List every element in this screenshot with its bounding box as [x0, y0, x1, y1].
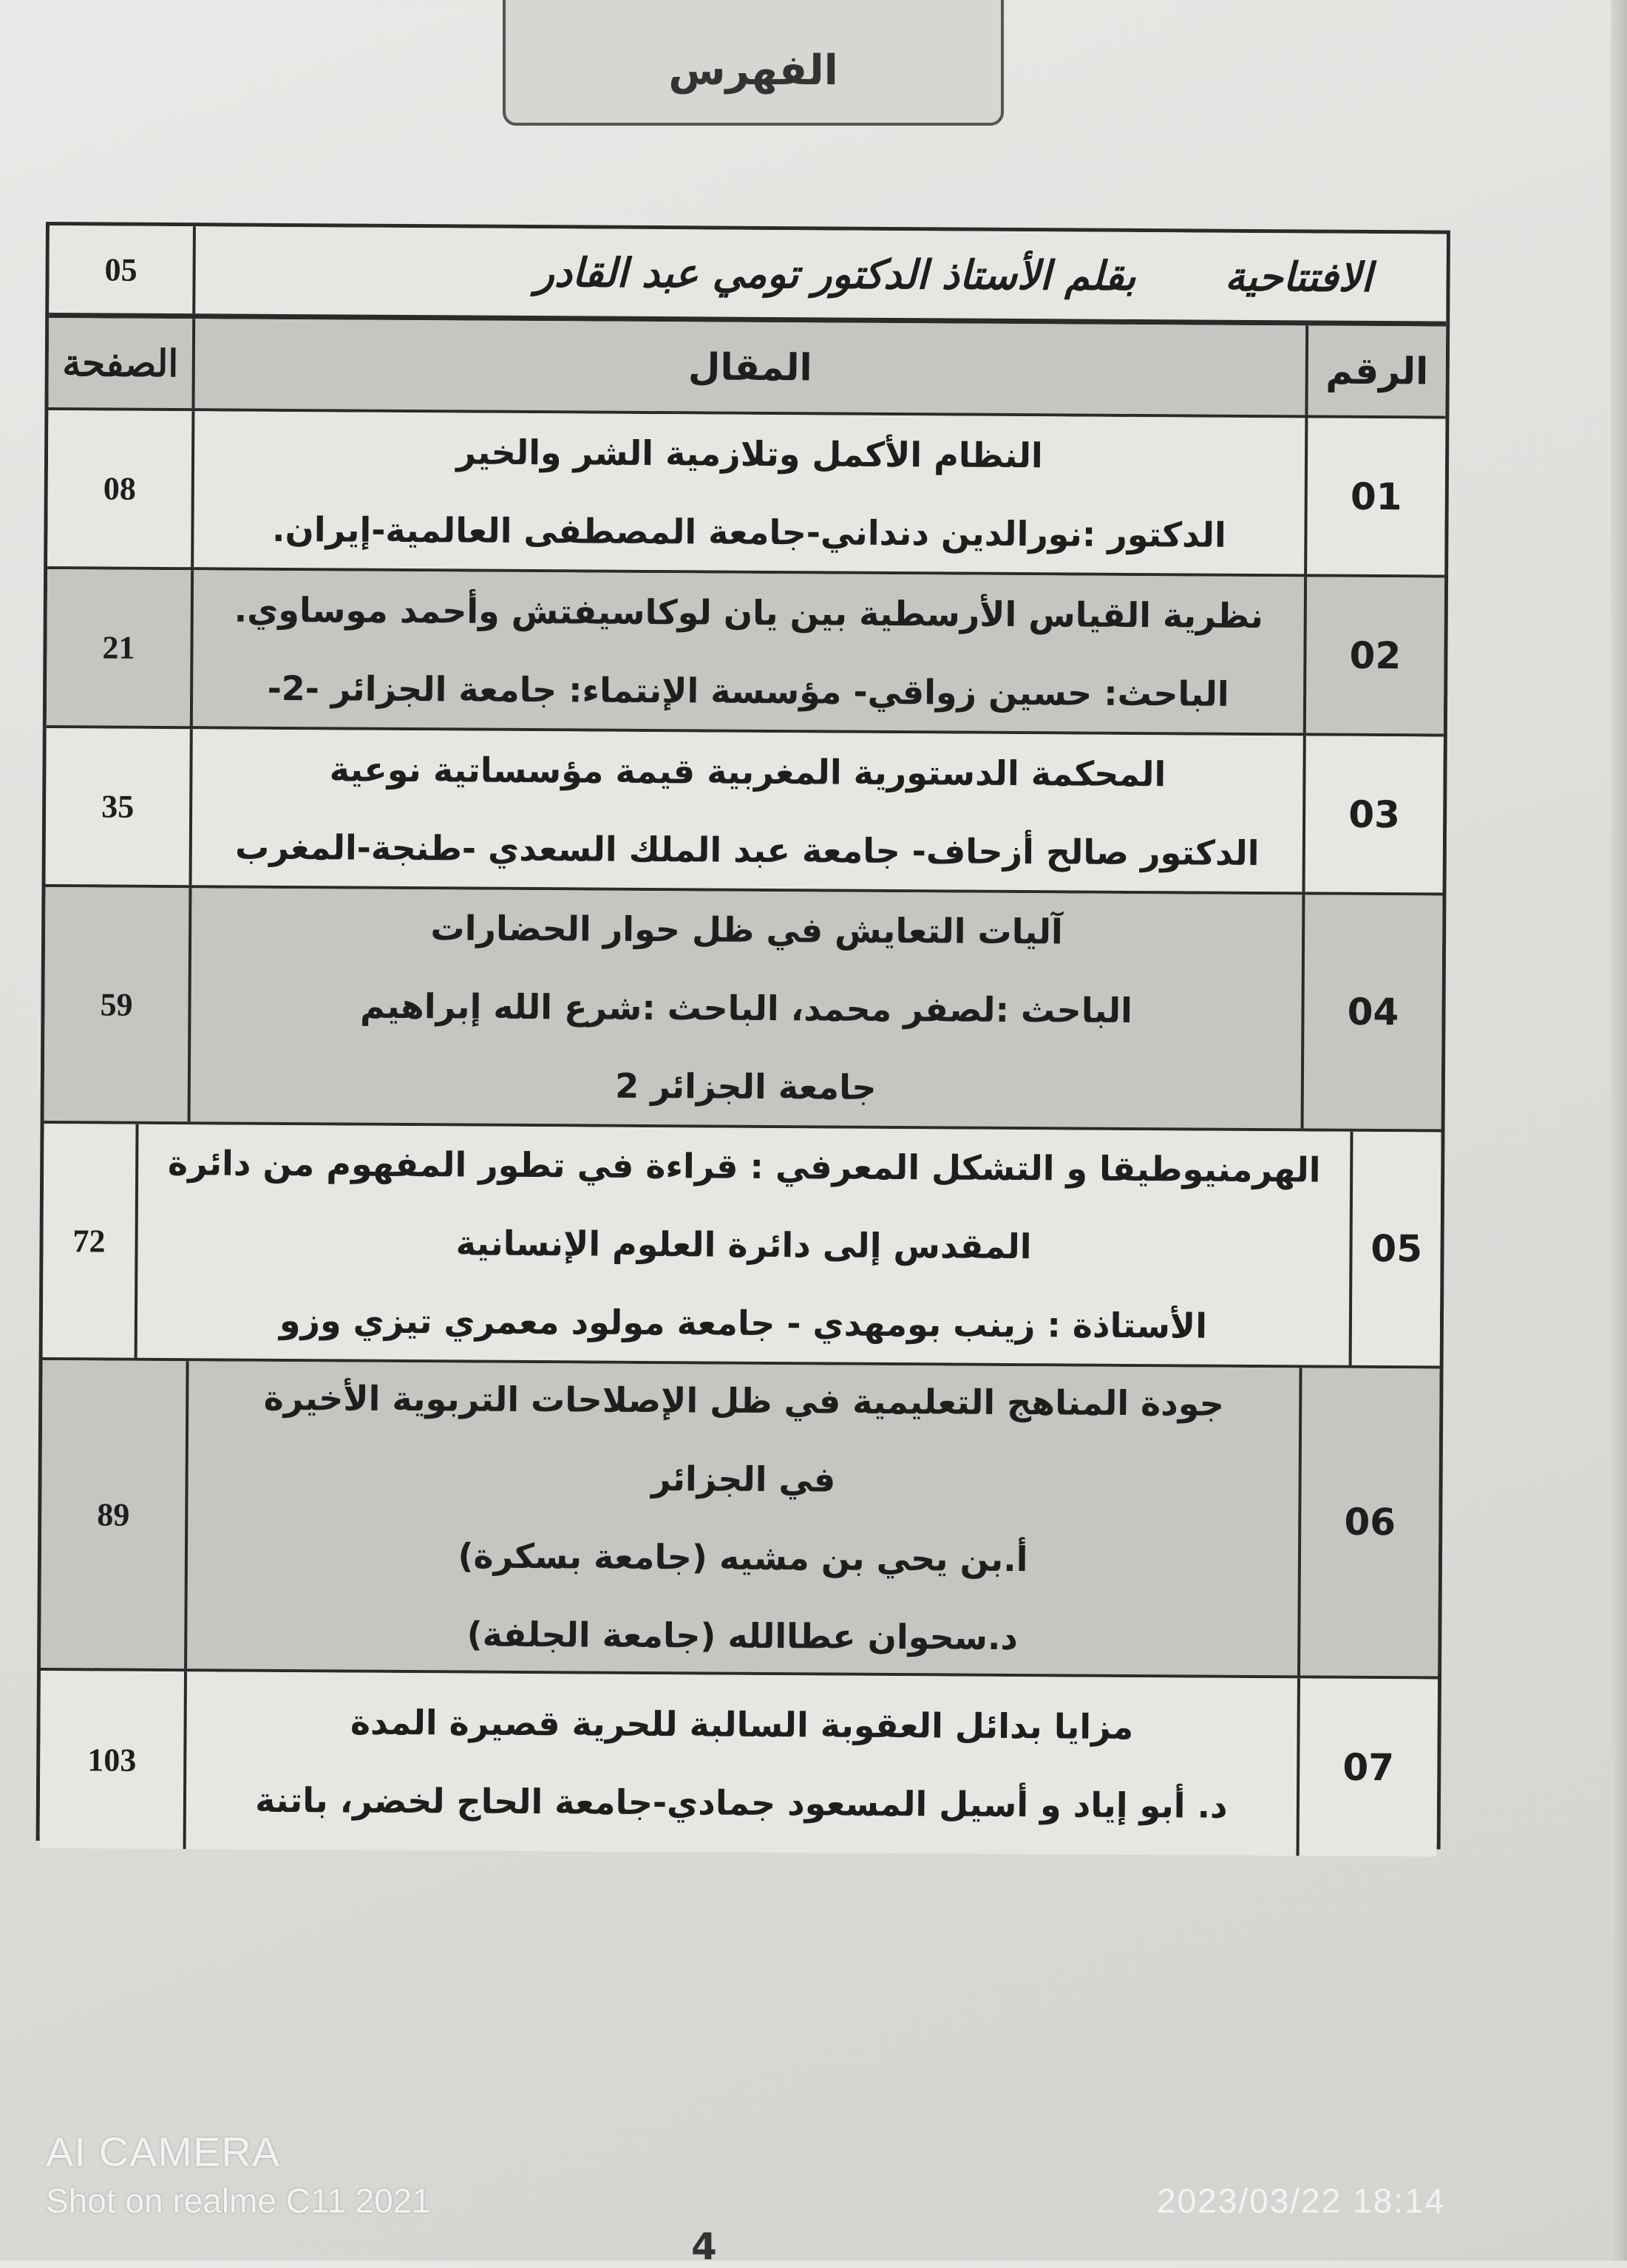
entry-article: [186, 1671, 1297, 1856]
table-row: [46, 728, 1444, 896]
entry-page: 72: [43, 1124, 139, 1358]
entry-article-line: آليات التعايش في ظل حوار الحضارات: [430, 908, 1063, 952]
entry-article-line: الدكتور صالح أزحاف- جامعة عبد الملك السعدي -طنجة-المغرب: [234, 826, 1260, 873]
column-number-header: الرقم: [1305, 325, 1446, 415]
entry-article: [193, 570, 1304, 733]
entry-page: 21: [47, 569, 194, 726]
table-row: [40, 1671, 1438, 1857]
entry-article-line: في الجزائر: [651, 1459, 836, 1500]
entry-page: 89: [41, 1360, 189, 1668]
entry-article-line: مزايا بدائل العقوبة السالبة للحرية قصيرة المدة: [350, 1702, 1134, 1748]
entry-number: 03: [1302, 736, 1443, 892]
entry-article-line: الدكتور :نورالدين دنداني-جامعة المصطفى العالمية-إيران.: [271, 509, 1226, 555]
entry-article-line: الباحث :لصفر محمد، الباحث :شرع الله إبراهيم: [359, 985, 1133, 1031]
entry-article-line: جودة المناهج التعليمية في ظل الإصلاحات التربوية الأخيرة: [263, 1377, 1225, 1424]
page-number: 4: [691, 2225, 717, 2268]
entry-page: 08: [47, 410, 194, 567]
entry-article-line: جامعة الجزائر 2: [615, 1065, 877, 1107]
entry-article: [191, 888, 1302, 1128]
camera-watermark-datetime: 2023/03/22 18:14: [1157, 2182, 1446, 2220]
table-row: [41, 1360, 1440, 1680]
entry-page: 35: [46, 728, 193, 885]
entry-number: 07: [1297, 1678, 1438, 1856]
entry-article-line: د. أبو إياد و أسيل المسعود جمادي-جامعة الحاج لخضر، باتنة: [255, 1779, 1228, 1826]
table-row: [44, 887, 1443, 1133]
table-of-contents: [36, 222, 1450, 1850]
table-row: [43, 1124, 1441, 1369]
camera-watermark-brand: AI CAMERA: [46, 2128, 281, 2175]
entry-article-line: النظام الأكمل وتلازمية الشر والخير: [456, 431, 1043, 475]
entry-page: 59: [44, 887, 192, 1121]
index-title: الفهرس: [668, 47, 838, 95]
entry-number: 06: [1297, 1368, 1440, 1676]
entry-article-line: د.سحوان عطاالله (جامعة الجلفة): [466, 1614, 1019, 1658]
entry-article-line: نظرية القياس الأرسطية بين يان لوكاسيفتش وأحمد موساوي.: [234, 589, 1264, 636]
entry-article-line: الباحث: حسين زواقي- مؤسسة الإنتماء: جامعة الجزائر -2-: [267, 668, 1229, 714]
table-row: [47, 569, 1444, 737]
entry-article: [187, 1361, 1300, 1675]
column-article-header: المقال: [687, 344, 812, 389]
entry-article-line: الأستاذة : زينب بومهدي - جامعة مولود معمري تيزي وزو: [279, 1300, 1208, 1346]
entry-article: [194, 411, 1305, 574]
opening-author: بقلم الأستاذ الدكتور تومي عبد القادر: [534, 248, 1136, 299]
entry-article-line: الهرمنيوطيقا و التشكل المعرفي : قراءة في تطور المفهوم من دائرة: [167, 1143, 1321, 1190]
opening-page: 05: [49, 225, 196, 313]
entry-number: 01: [1304, 418, 1445, 574]
entry-number: 02: [1303, 577, 1444, 733]
index-title-box: [503, 0, 1004, 126]
entry-number: 04: [1301, 894, 1443, 1129]
entry-article-line: المحكمة الدستورية المغربية قيمة مؤسساتية نوعية: [329, 748, 1166, 794]
entry-number: 05: [1349, 1132, 1441, 1366]
entry-page: 103: [40, 1671, 187, 1849]
entry-article: [192, 729, 1303, 892]
entry-article-line: المقدس إلى دائرة العلوم الإنسانية: [455, 1223, 1032, 1267]
camera-watermark-model: Shot on realme C11 2021: [46, 2182, 431, 2220]
opening-label: الافتتاحية: [1224, 253, 1373, 301]
opening-row: [49, 225, 1447, 327]
column-page-header: الصفحة: [48, 318, 195, 408]
table-row: [47, 410, 1445, 578]
entry-article-line: أ.بن يحي بن مشيه (جامعة بسكرة): [458, 1535, 1028, 1580]
entry-article: [137, 1124, 1350, 1365]
page-edge: [1611, 0, 1627, 2261]
header-row: [48, 318, 1446, 419]
